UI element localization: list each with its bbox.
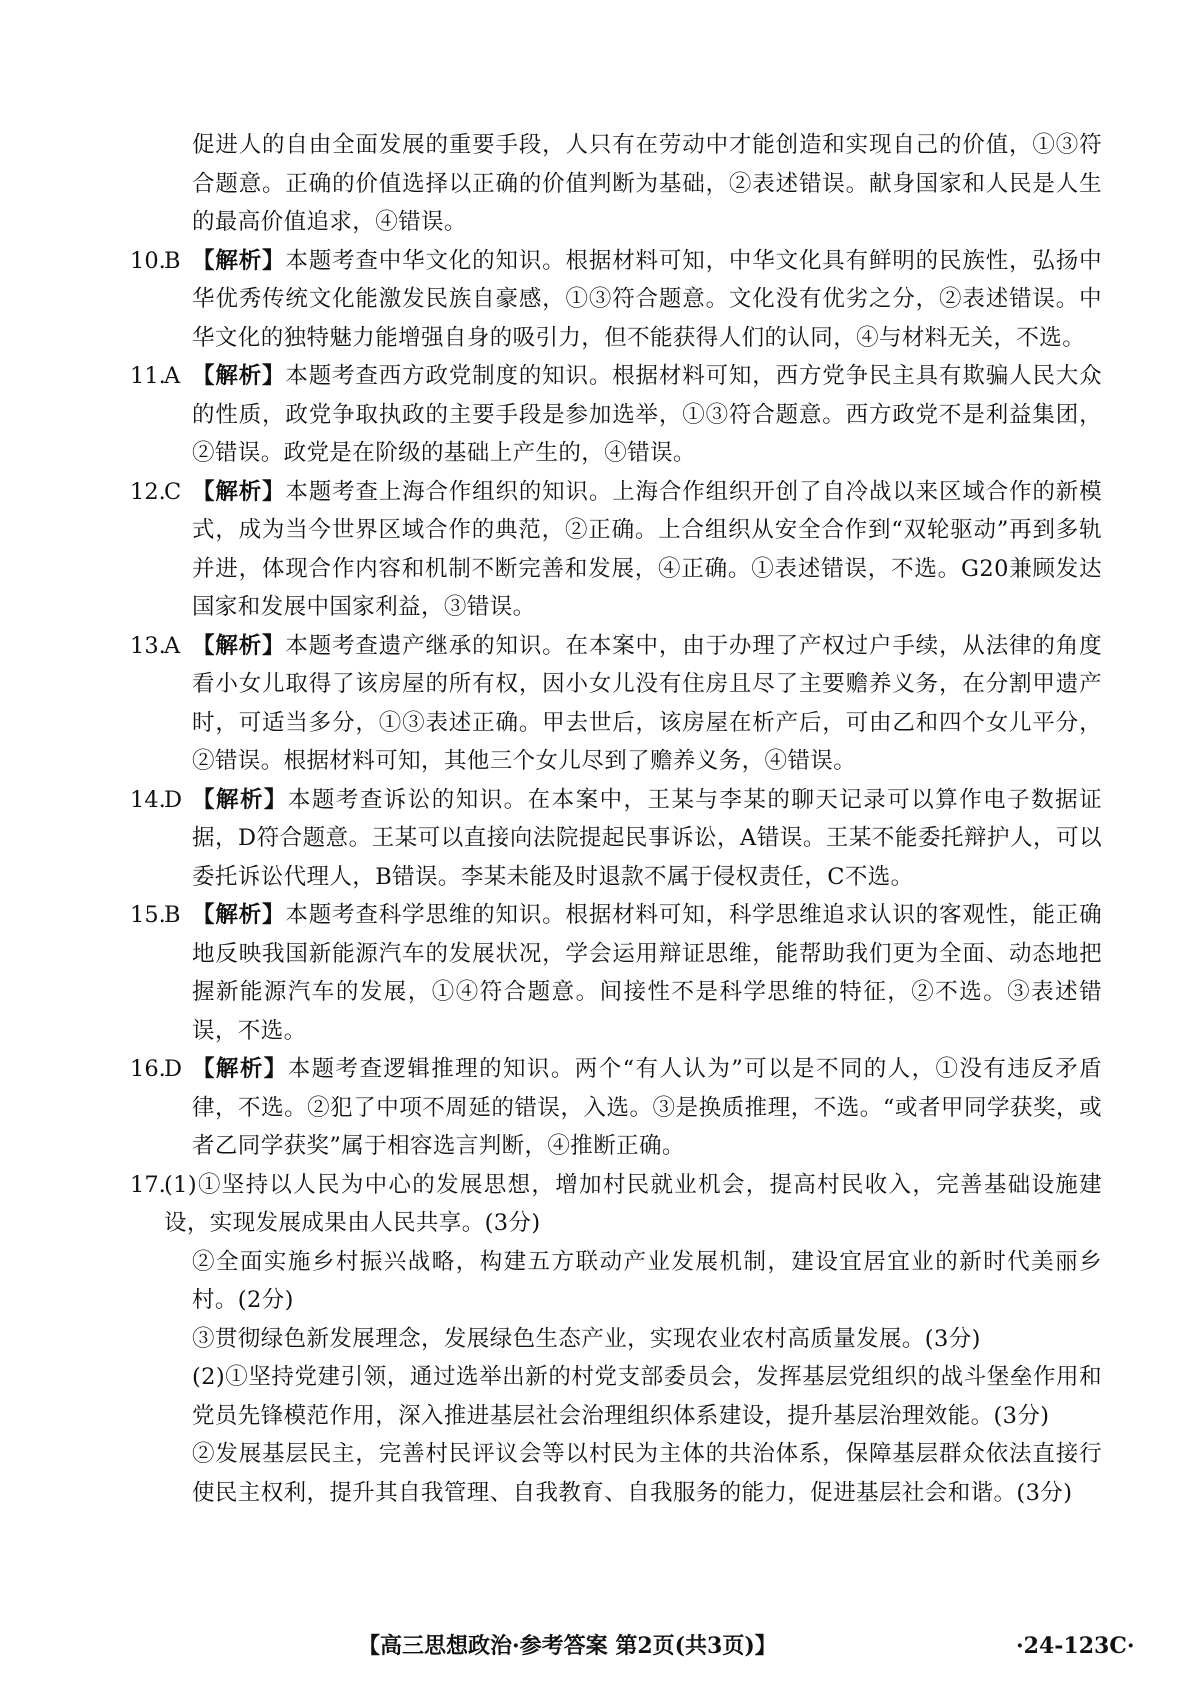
answer-item-15 [130, 896, 1102, 1050]
analysis-tag: 【解析】 [192, 1056, 288, 1082]
item-answer: C [164, 478, 182, 505]
q17-paragraph: ②发展基层民主，完善村民评议会等以村民为主体的共治体系，保障基层群众依法直接行使民主权利，提升其自我管理、自我教育、自我服务的能力，促进基层社会和谐。(3分) [192, 1441, 1102, 1506]
answer-item-17 [130, 1166, 1102, 1243]
analysis-tag: 【解析】 [192, 478, 286, 505]
analysis-tag: 【解析】 [192, 786, 288, 813]
answer-item-13 [130, 627, 1102, 781]
item-answer: A [164, 363, 181, 389]
page-footer [0, 1628, 1200, 1664]
analysis-tag: 【解析】 [192, 247, 286, 274]
analysis-tag: 【解析】 [192, 632, 286, 659]
q17-paragraph: (2)①坚持党建引领，通过选举出新的村党支部委员会，发挥基层党组织的战斗堡垒作用和党员先锋模范作用，深入推进基层社会治理组织体系建设，提升基层治理效能。(3分) [192, 1364, 1102, 1429]
item-explanation [192, 896, 1102, 1050]
q17-remaining [192, 1243, 1102, 1513]
item-explanation [192, 1050, 1102, 1166]
item-number: 11. [130, 363, 166, 389]
explanation-text: 本题考查科学思维的知识。根据材料可知，科学思维追求认识的客观性，能正确地反映我国新能源汽车的发展状况，学会运用辩证思维，能帮助我们更为全面、动态地把握新能源汽车的发展，①④符合题意。间接性不是科学思维的特征，②不选。③表述错误，不选。 [192, 902, 1102, 1044]
explanation-text: 本题考查上海合作组织的知识。上海合作组织开创了自冷战以来区域合作的新模式，成为当今世界区域合作的典范，②正确。上合组织从安全合作到“双轮驱动”再到多轨并进，体现合作内容和机制不断完善和发展，④正确。①表述错误，不选。G20兼顾发达国家和发展中国家利益，③错误。 [192, 478, 1102, 620]
answer-item-14 [130, 781, 1102, 897]
item-number: 13. [130, 632, 166, 659]
q17-paragraph: ②全面实施乡村振兴战略，构建五方联动产业发展机制，建设宜居宜业的新时代美丽乡村。(2分) [192, 1248, 1102, 1313]
item-number: 14. [130, 786, 166, 813]
answer-item-11 [130, 357, 1102, 473]
item-number: 16. [130, 1056, 166, 1082]
answer-list [130, 242, 1102, 1166]
item-answer: B [164, 247, 181, 274]
item-answer: B [164, 902, 181, 928]
item-answer: D [164, 1056, 183, 1082]
item-number: 17. [130, 1171, 166, 1198]
answer-item-10 [130, 242, 1102, 358]
footer-page-info: 【高三思想政治·参考答案 第2页(共3页)】 [358, 1633, 777, 1659]
item-number: 12. [130, 478, 166, 505]
explanation-text: 本题考查逻辑推理的知识。两个“有人认为”可以是不同的人，①没有违反矛盾律，不选。②犯了中项不周延的错误，入选。③是换质推理，不选。“或者甲同学获奖，或者乙同学获奖”属于相容选言判断，④推断正确。 [192, 1056, 1102, 1159]
item-number: 15. [130, 902, 166, 928]
item-number: 10. [130, 247, 166, 274]
item-explanation [192, 357, 1102, 473]
q17-paragraph: ③贯彻绿色新发展理念，发展绿色生态产业，实现农业农村高质量发展。(3分) [192, 1325, 981, 1352]
item-answer: D [164, 786, 183, 813]
item-explanation [192, 242, 1102, 358]
explanation-text: 本题考查遗产继承的知识。在本案中，由于办理了产权过户手续，从法律的角度看小女儿取得了该房屋的所有权，因小女儿没有住房且尽了主要赡养义务，在分割甲遗产时，可适当多分，①③表述正确。甲去世后，该房屋在析产后，可由乙和四个女儿平分，②错误。根据材料可知，其他三个女儿尽到了赡养义务，④错误。 [192, 632, 1102, 774]
item-explanation [192, 627, 1102, 781]
intro-paragraph: 促进人的自由全面发展的重要手段，人只有在劳动中才能创造和实现自己的价值，①③符合题意。正确的价值选择以正确的价值判断为基础，②表述错误。献身国家和人民是人生的最高价值追求，④错误。 [192, 132, 1102, 235]
item-explanation [192, 781, 1102, 897]
analysis-tag: 【解析】 [192, 902, 286, 928]
analysis-tag: 【解析】 [192, 363, 286, 389]
q17-part1-point1: (1)①坚持以人民为中心的发展思想，增加村民就业机会，提高村民收入，完善基础设施建设，实现发展成果由人民共享。(3分) [164, 1171, 1102, 1236]
explanation-text: 本题考查中华文化的知识。根据材料可知，中华文化具有鲜明的民族性，弘扬中华优秀传统文化能激发民族自豪感，①③符合题意。文化没有优劣之分，②表述错误。中华文化的独特魅力能增强自身的吸引力，但不能获得人们的认同，④与材料无关，不选。 [192, 247, 1102, 351]
footer-code: ·24-123C· [1016, 1633, 1135, 1659]
item-explanation [192, 473, 1102, 627]
answer-item-12 [130, 473, 1102, 627]
item-answer: A [164, 632, 181, 659]
intro-block [192, 126, 1102, 242]
explanation-text: 本题考查西方政党制度的知识。根据材料可知，西方党争民主具有欺骗人民大众的性质，政党争取执政的主要手段是参加选举，①③符合题意。西方政党不是利益集团，②错误。政党是在阶级的基础上产生的，④错误。 [192, 363, 1102, 466]
explanation-text: 本题考查诉讼的知识。在本案中，王某与李某的聊天记录可以算作电子数据证据，D符合题意。王某可以直接向法院提起民事诉讼，A错误。王某不能委托辩护人，可以委托诉讼代理人，B错误。李某未能及时退款不属于侵权责任，C不选。 [192, 786, 1102, 890]
answer-item-16 [130, 1050, 1102, 1166]
